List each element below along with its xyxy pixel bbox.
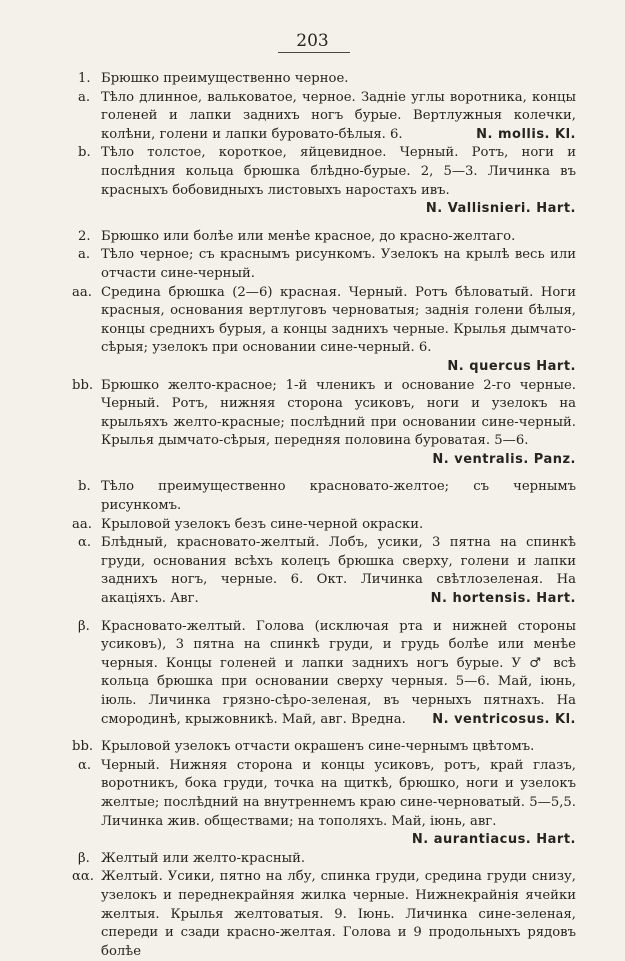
entry-body (101, 377, 576, 470)
entry-marker: α. (78, 535, 92, 551)
entry-marker: b. (78, 479, 91, 495)
entry-marker: α. (78, 757, 92, 773)
entry-text: Тѣло черное; съ краснымъ рисункомъ. Узелокъ на крылѣ весь или отчасти сине-черный. (101, 247, 576, 281)
entry-marker: bb. (72, 739, 94, 755)
key-text (72, 70, 576, 961)
entry-marker: a. (78, 247, 91, 263)
entry-marker: β. (78, 618, 90, 634)
entry-body (101, 144, 576, 218)
header-rule (278, 52, 350, 53)
entry-marker: 2. (78, 228, 91, 244)
entry-text: Крыловой узелокъ безъ сине-черной окраски. (101, 516, 424, 532)
key-entry (78, 757, 576, 850)
species-name: N. quercus Hart. (447, 358, 576, 374)
entry-body (101, 516, 576, 535)
species-name: N. ventralis. Panz. (432, 451, 576, 467)
entry-text: Крыловой узелокъ отчасти окрашенъ сине-чернымъ цвѣтомъ. (101, 739, 535, 755)
section-gap (78, 729, 576, 738)
entry-body (101, 246, 576, 283)
section-gap (78, 219, 576, 228)
key-entry (72, 868, 576, 961)
entry-marker: bb. (72, 377, 94, 393)
entry-text: Брюшко или болѣе или менѣе красное, до красно-желтаго. (101, 228, 516, 244)
entry-body (101, 868, 576, 961)
entry-marker: β. (78, 850, 90, 866)
entry-text: Блѣдный, красновато-желтый. Лобъ, усики, 3 пятна на спинкѣ груди, основания всѣхъ колецъ брюшка сверху, голени и лапки заднихъ ногъ, черные. 6. Окт. Личинка свѣтлозеленая. На акацiяхъ. Авг. (101, 535, 576, 607)
key-entry (78, 478, 576, 515)
key-entry (72, 284, 576, 377)
entry-text: Красновато-желтый. Голова (исключая рта и нижней стороны усиковъ), 3 пятна на спинкѣ груди, и грудь болѣе или менѣе черныя. Концы голеней и лапки заднихъ ногъ бурые. У ♂ всѣ кольца брюшка при основании сверху черныя. 5—6. Май, iюнь, iюль. Личинка грязно-сѣро-зеленая, въ черныхъ пятнахъ. На смородинѣ, крыжовникѣ. Май, авг. Вредна. (101, 618, 576, 727)
entry-body (101, 738, 576, 757)
entry-text: Тѣло преимущественно красновато-желтое; съ чернымъ рисункомъ. (101, 479, 576, 514)
section-gap (78, 609, 576, 618)
key-entry (78, 618, 576, 730)
key-entry (78, 850, 576, 869)
entry-marker: a. (78, 89, 91, 105)
species-name: N. Vallisnieri. Hart. (425, 201, 576, 217)
entry-body (101, 850, 576, 869)
entry-body (101, 757, 576, 850)
entry-marker: aa. (72, 516, 92, 532)
entry-marker: b. (78, 145, 91, 161)
entry-text: Желтый. Усики, пятно на лбу, спинка груди, средина груди снизу, узелокъ и переднекрайняя жилка черные. Нижнекрайнiя ячейки желтыя. Крылья желтоватыя. 9. Iюнь. Личинка сине-зеленая, спереди и сзади красно-желтая. Голова и 9 продольныхъ рядовъ болѣе (101, 869, 576, 959)
entry-text: Тѣло длинное, вальковатое, черное. Заднie углы воротника, концы голеней и лапки заднихъ ногъ бурые. Вертлужныя колечки, колѣни, голени и лапки буровато-бѣлыя. 6. (101, 89, 576, 142)
entry-marker: αα. (72, 869, 95, 885)
entry-body (101, 618, 576, 730)
key-entry (78, 228, 576, 247)
entry-text: Средина брюшка (2—6) красная. Черный. Ротъ бѣловатый. Ноги красныя, основания вертлуговъ черноватыя; заднія голени бѣлыя, концы среднихъ бурыя, а концы заднихъ черные. Крылья дымчато-сѣрыя; узелокъ при основании сине-черный. 6. (101, 284, 576, 356)
entry-text: Тѣло толстое, короткое, яйцевидное. Черный. Ротъ, ноги и послѣдния кольца брюшка блѣдно-бурые. 2, 5—3. Личинка въ красныхъ бобовидныхъ листовыхъ наростахъ ивъ. (101, 145, 576, 198)
species-name: N. mollis. Kl. (476, 126, 576, 142)
entry-body (101, 228, 576, 247)
species-name: N. aurantiacus. Hart. (411, 832, 576, 848)
entry-text: Брюшко преимущественно черное. (101, 71, 349, 86)
section-gap (78, 469, 576, 478)
entry-body (101, 284, 576, 377)
entry-body (101, 89, 576, 145)
entry-body (101, 478, 576, 515)
species-name: N. ventricosus. Kl. (432, 711, 576, 727)
key-entry (78, 70, 576, 89)
key-entry (72, 738, 576, 757)
key-entry (78, 89, 576, 145)
entry-text: Черный. Нижняя сторона и концы усиковъ, ротъ, край глазъ, воротникъ, бока груди, точка на щиткѣ, брюшко, ноги и узелокъ желтые; послѣдний на внутреннемъ краю сине-черноватый. 5—5,5. Личинка жив. обществами; на тополяхъ. Май, iюнь, авг. (101, 757, 576, 829)
entry-body (101, 534, 576, 608)
entry-text: Желтый или желто-красный. (101, 850, 306, 866)
entry-body (101, 70, 576, 89)
entry-marker: aa. (72, 284, 92, 300)
key-entry (78, 534, 576, 608)
entry-text: Брюшко желто-красное; 1-й членикъ и основание 2-го черные. Черный. Ротъ, нижняя сторона усиковъ, ноги и узелокъ на крыльяхъ желто-красные; послѣдний при основании сине-черный. Крылья дымчато-сѣрыя, передняя половина буроватая. 5—6. (101, 377, 576, 449)
entry-marker: 1. (78, 71, 91, 86)
key-entry (78, 246, 576, 283)
species-name: N. hortensis. Hart. (430, 591, 576, 607)
key-entry (72, 377, 576, 470)
page-number: 203 (296, 31, 329, 51)
key-entry (72, 516, 576, 535)
key-entry (78, 144, 576, 218)
